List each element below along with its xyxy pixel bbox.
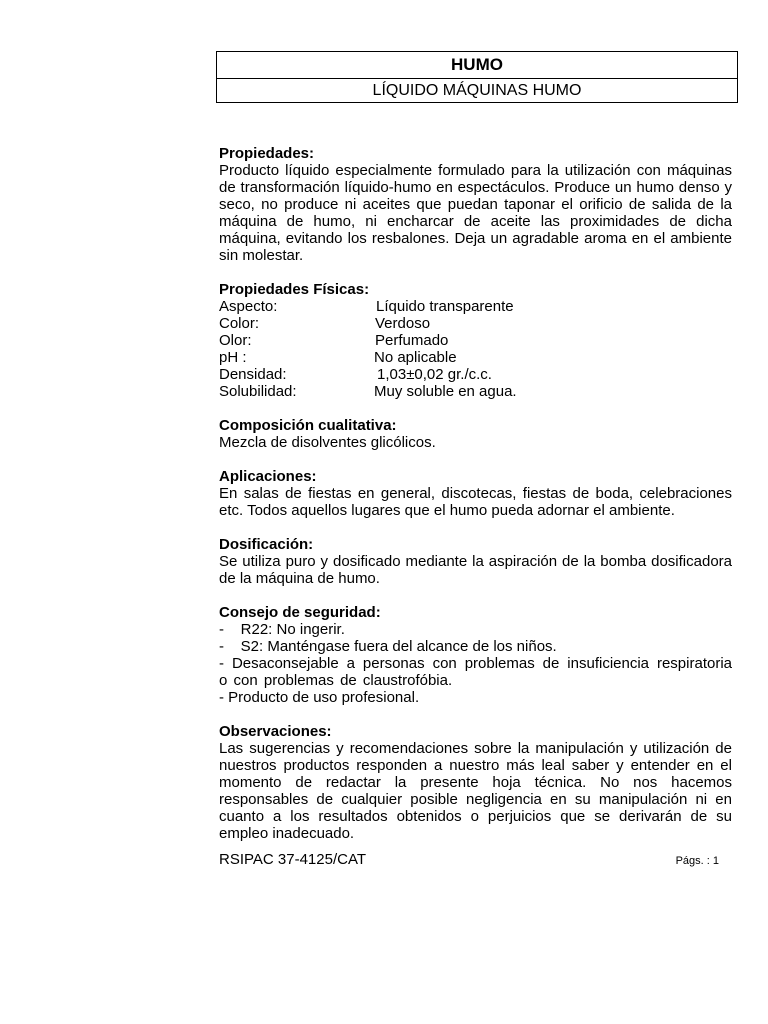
section-propiedades-fisicas bbox=[219, 281, 732, 400]
composicion-text: Mezcla de disolventes glicólicos. bbox=[219, 434, 436, 451]
section-observaciones bbox=[219, 723, 732, 842]
seguridad-heading: Consejo de seguridad: bbox=[219, 604, 381, 621]
seguridad-item: - R22: No ingerir. bbox=[219, 621, 345, 638]
prop-label: Solubilidad: bbox=[219, 383, 297, 400]
seguridad-item: - S2: Manténgase fuera del alcance de los niños. bbox=[219, 638, 557, 655]
document-subtitle: LÍQUIDO MÁQUINAS HUMO bbox=[217, 78, 737, 102]
dosificacion-heading: Dosificación: bbox=[219, 536, 314, 553]
prop-label: Aspecto: bbox=[219, 298, 278, 315]
aplicaciones-heading: Aplicaciones: bbox=[219, 468, 317, 485]
prop-label: pH : bbox=[219, 349, 247, 366]
prop-value: Verdoso bbox=[375, 315, 431, 332]
propiedades-heading: Propiedades: bbox=[219, 145, 315, 162]
prop-value: Líquido transparente bbox=[376, 298, 514, 315]
prop-value: 1,03±0,02 gr./c.c. bbox=[377, 366, 492, 383]
composicion-heading: Composición cualitativa: bbox=[219, 417, 397, 434]
dosificacion-text: Se utiliza puro y dosificado mediante la aspiración de la bomba dosificadora de la máquina de humo. bbox=[219, 553, 732, 587]
section-composicion bbox=[219, 417, 732, 451]
seguridad-item: - Desaconsejable a personas con problemas de insuficiencia respiratoria o con problemas de claustrofóbia. bbox=[219, 655, 732, 689]
page-number: Págs. : 1 bbox=[675, 855, 719, 867]
document-body bbox=[219, 145, 732, 859]
prop-row-ph bbox=[219, 349, 732, 366]
prop-value: No aplicable bbox=[374, 349, 457, 366]
prop-row-olor bbox=[219, 332, 732, 349]
aplicaciones-text: En salas de fiestas en general, discotecas, fiestas de boda, celebraciones etc. Todos aquellos lugares que el humo pueda adornar el ambiente. bbox=[219, 485, 732, 519]
section-dosificacion bbox=[219, 536, 732, 587]
prop-row-aspecto bbox=[219, 298, 732, 315]
section-propiedades bbox=[219, 145, 732, 264]
propiedades-text: Producto líquido especialmente formulado para la utilización con máquinas de transformación líquido-humo en espectáculos. Produce un humo denso y seco, no produce ni aceites que puedan taponar el orificio de salida de la máquina de humo, ni encharcar de aceite las proximidades de dicha máquina, evitando los resbalones. Deja un agradable aroma en el ambiente sin molestar. bbox=[219, 162, 732, 264]
title-box bbox=[216, 51, 738, 103]
prop-label: Color: bbox=[219, 315, 260, 332]
document-title: HUMO bbox=[451, 55, 503, 74]
prop-value: Perfumado bbox=[375, 332, 449, 349]
prop-label: Olor: bbox=[219, 332, 252, 349]
prop-value: Muy soluble en agua. bbox=[374, 383, 517, 400]
section-seguridad bbox=[219, 604, 732, 706]
prop-row-densidad bbox=[219, 366, 732, 383]
fisicas-heading: Propiedades Físicas: bbox=[219, 281, 370, 298]
observaciones-text: Las sugerencias y recomendaciones sobre la manipulación y utilización de nuestros productos responden a nuestro más leal saber y entender en el momento de redactar la presente hoja técnica. No nos hacemos responsables de cualquier posible negligencia en su manipulación ni en cuanto a los resultados obtenidos o perjuicios que se derivarán de su empleo inadecuado. bbox=[219, 740, 732, 842]
observaciones-heading: Observaciones: bbox=[219, 723, 332, 740]
seguridad-item: - Producto de uso profesional. bbox=[219, 689, 420, 706]
section-aplicaciones bbox=[219, 468, 732, 519]
prop-row-solubilidad bbox=[219, 383, 732, 400]
prop-label: Densidad: bbox=[219, 366, 287, 383]
prop-row-color bbox=[219, 315, 732, 332]
document-code: RSIPAC 37-4125/CAT bbox=[219, 851, 367, 868]
